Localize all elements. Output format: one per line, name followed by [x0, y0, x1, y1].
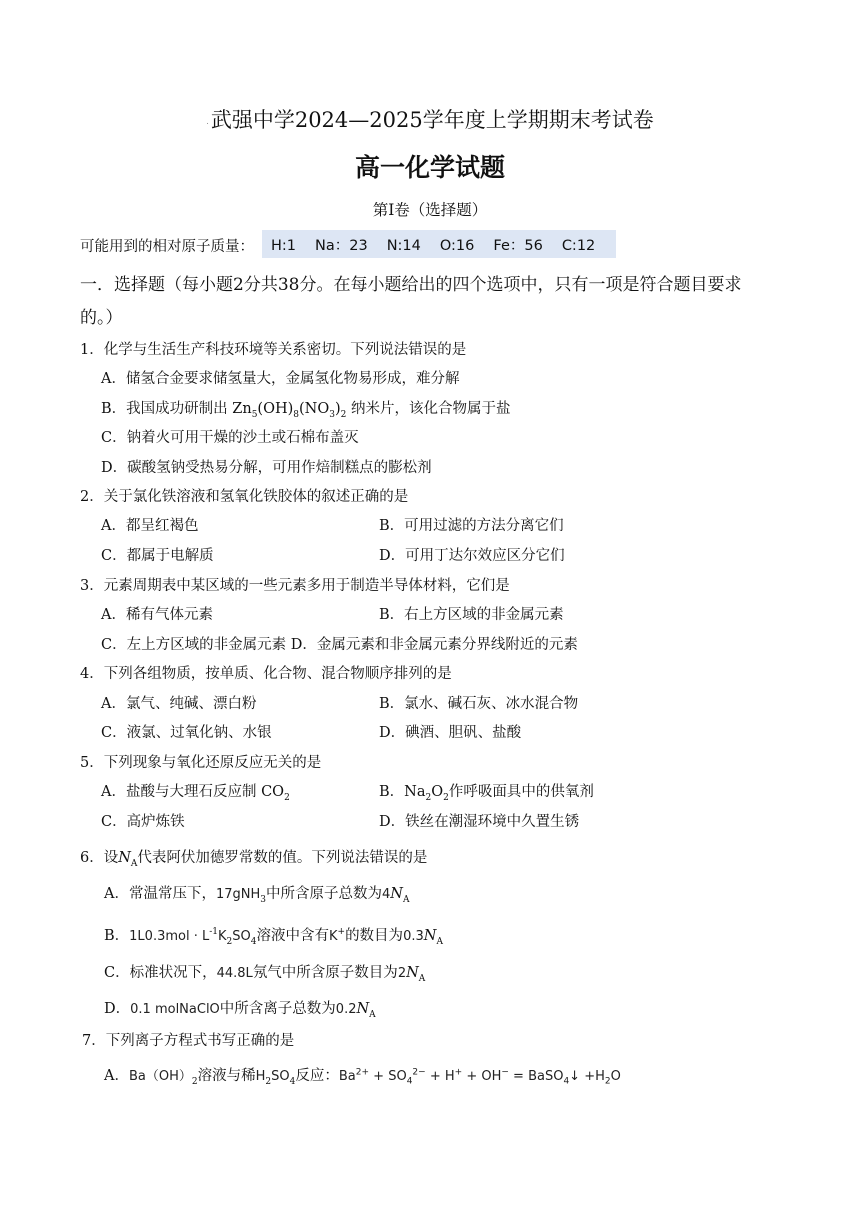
q4-option-d: D．碘酒、胆矾、盐酸: [379, 725, 522, 741]
q5-a-sub: 2: [284, 792, 290, 803]
q5-option-b: [379, 780, 594, 801]
avogadro-sub: A: [402, 894, 410, 905]
avogadro-symbol: N: [406, 965, 419, 981]
q1-option-b: [101, 397, 511, 418]
q6-b-formula-sup: -1: [209, 927, 218, 938]
q1-b-sub: 8: [293, 409, 300, 420]
q6-d-formula: 0.1 molNaClO: [130, 1002, 220, 1017]
q7-a-formula-sub: 4: [289, 1076, 296, 1087]
q6-b-value: 0.3: [403, 929, 424, 944]
q7-option-a: [104, 1064, 621, 1085]
eq-part: ↓ +H: [569, 1069, 605, 1084]
q5-b-sub: 2: [443, 792, 449, 803]
eq-sub: 4: [406, 1076, 413, 1087]
q6-a-text: 中所含原子总数为: [266, 886, 383, 902]
q4-option-b: B．氯水、碱石灰、冰水混合物: [379, 696, 579, 712]
q5-a-text: A．盐酸与大理石反应制 CO: [101, 784, 285, 800]
q6-option-c: [104, 961, 425, 982]
q5-b-text: B．Na: [379, 784, 426, 800]
q6-a-text: A．常温常压下，: [104, 886, 216, 902]
q7-a-formula-sub: 2: [265, 1076, 272, 1087]
q1-option-c: C．钠着火可用干燥的沙土或石棉布盖灭: [101, 430, 359, 446]
section-instruction-line1: 一．选择题（每小题2分共38分。在每小题给出的四个选项中，只有一项是符合题目要求: [80, 275, 742, 295]
q7-a-formula-sub: 2: [191, 1076, 198, 1087]
q6-b-formula-sub: 4: [250, 936, 257, 947]
q6-c-value: 2: [397, 966, 407, 981]
q5-b-text: 作呼吸面具中的供氧剂: [448, 784, 594, 800]
avogadro-sub: A: [436, 936, 443, 947]
q2-option-b: B．可用过滤的方法分离它们: [379, 518, 564, 534]
mass-fe: Fe：56: [493, 238, 543, 254]
section-instruction-line2: 的。）: [80, 308, 123, 328]
q7-a-formula: Ba（OH）: [128, 1069, 192, 1084]
q7-a-text: A．: [104, 1068, 129, 1084]
mark-dot: .: [206, 117, 209, 126]
q4-stem: 4．下列各组物质，按单质、化合物、混合物顺序排列的是: [80, 666, 452, 682]
eq-sup: 2−: [412, 1067, 426, 1078]
q6-b-text: 溶液中含有: [256, 928, 329, 944]
q1-b-sub: 5: [251, 409, 258, 420]
eq-part: + H: [425, 1069, 455, 1084]
q6-stem-text: 代表阿伏加德罗常数的值。下列说法错误的是: [137, 850, 428, 866]
atomic-mass-label: 可能用到的相对原子质量：: [80, 239, 254, 255]
q6-c-formula: 44.8L: [216, 966, 253, 981]
eq-part: = BaSO: [508, 1069, 564, 1084]
q6-d-text: D．: [104, 1001, 131, 1017]
q4-option-a: A．氯气、纯碱、漂白粉: [101, 696, 257, 712]
q6-b-text: 的数目为: [345, 928, 404, 944]
q1-b-text: 纳米片，该化合物属于盐: [346, 401, 511, 417]
avogadro-symbol: N: [118, 850, 131, 866]
avogadro-sub: A: [369, 1009, 376, 1020]
q3-stem: 3．元素周期表中某区域的一些元素多用于制造半导体材料，它们是: [80, 578, 510, 594]
q5-option-c: C．高炉炼铁: [101, 814, 185, 830]
mass-h: H:1: [271, 238, 297, 254]
eq-part: + OH: [462, 1069, 502, 1084]
q6-a-formula-sub: 3: [260, 894, 267, 905]
q5-b-sub: 2: [425, 792, 432, 803]
mass-c: C:12: [561, 238, 596, 254]
q6-d-value: 0.2: [335, 1002, 357, 1017]
q6-b-formula-sub: 2: [226, 936, 233, 947]
q2-option-c: C．都属于电解质: [101, 548, 214, 564]
eq-part: O: [610, 1069, 621, 1084]
q6-option-b: [104, 924, 443, 945]
school-exam-title: [0, 104, 860, 134]
avogadro-symbol: N: [356, 1001, 370, 1017]
q6-option-d: [104, 997, 376, 1018]
q5-stem: 5．下列现象与氧化还原反应无关的是: [80, 755, 322, 771]
q5-option-a: [101, 780, 290, 801]
q6-a-value: 4: [382, 887, 391, 902]
q1-b-text: (OH): [257, 401, 294, 417]
avogadro-symbol: N: [423, 928, 437, 944]
q5-b-text: O: [431, 784, 444, 800]
q1-b-text: ): [334, 401, 341, 417]
mass-n: N:14: [386, 238, 421, 254]
q1-b-sub: 2: [340, 409, 347, 420]
q7-a-formula: H: [255, 1069, 266, 1084]
q5-option-d: D．铁丝在潮湿环境中久置生锈: [379, 814, 580, 830]
q6-c-text: 氖气中所含原子数目为: [252, 965, 398, 981]
q7-a-text: 溶液与稀: [197, 1068, 256, 1084]
atomic-mass-values: [262, 234, 605, 255]
avogadro-sub: A: [418, 973, 426, 984]
mass-na: Na：23: [315, 238, 368, 254]
q6-b-text: B．: [104, 928, 130, 944]
q6-b-formula: SO: [232, 929, 251, 944]
q1-b-sub: 3: [329, 409, 335, 420]
q1-option-d: D．碳酸氢钠受热易分解，可用作焙制糕点的膨松剂: [101, 460, 432, 476]
eq-sup: −: [501, 1067, 509, 1078]
eq-part: + SO: [369, 1069, 407, 1084]
q6-stem-text: 6．设: [80, 850, 119, 866]
q7-stem: 7．下列离子方程式书写正确的是: [82, 1033, 295, 1049]
avogadro-sub: A: [130, 858, 138, 869]
q2-option-d: D．可用丁达尔效应区分它们: [379, 548, 565, 564]
q6-b-ion: K: [328, 929, 338, 944]
q1-option-a: A．储氢合金要求储氢量大，金属氢化物易形成，难分解: [101, 371, 460, 387]
q7-a-text: 反应：: [295, 1068, 339, 1084]
q2-option-a: A．都呈红褐色: [101, 518, 199, 534]
q6-b-formula: 1L0.3mol · L: [129, 929, 210, 944]
q6-c-text: C．标准状况下，: [104, 965, 217, 981]
school-exam-title-text: 武强中学2024—2025学年度上学期期末考试卷: [210, 108, 654, 132]
avogadro-symbol: N: [390, 886, 403, 902]
mass-o: O:16: [439, 238, 475, 254]
eq-sup: +: [454, 1067, 463, 1078]
eq-sub: 2: [604, 1076, 611, 1087]
q2-stem: 2．关于氯化铁溶液和氢氧化铁胶体的叙述正确的是: [80, 489, 409, 505]
q3-option-a: A．稀有气体元素: [101, 607, 213, 623]
q3-option-c-d: C．左上方区域的非金属元素 D．金属元素和非金属元素分界线附近的元素: [101, 637, 578, 653]
q1-stem: 1．化学与生活生产科技环境等关系密切。下列说法错误的是: [80, 342, 467, 358]
eq-part: Ba: [338, 1069, 356, 1084]
q6-stem: [80, 846, 427, 867]
q3-option-b: B．右上方区域的非金属元素: [379, 607, 564, 623]
q7-a-formula: SO: [271, 1069, 290, 1084]
q1-b-text: (NO: [299, 401, 330, 417]
q7-a-equation: [338, 1067, 621, 1087]
q6-b-formula: K: [218, 929, 227, 944]
q6-b-ion-sup: +: [337, 927, 346, 938]
eq-sup: 2+: [355, 1067, 370, 1078]
q4-option-c: C．液氯、过氧化钠、水银: [101, 725, 272, 741]
volume-title: 第Ⅰ卷（选择题）: [372, 201, 488, 219]
eq-sub: 4: [563, 1076, 570, 1087]
q6-option-a: [104, 882, 409, 903]
q6-d-text: 中所含离子总数为: [219, 1001, 336, 1017]
q6-a-formula: 17gNH: [215, 887, 261, 902]
q1-b-text: B．我国成功研制出 Zn: [101, 401, 252, 417]
subject-title: 高一化学试题: [354, 153, 505, 182]
